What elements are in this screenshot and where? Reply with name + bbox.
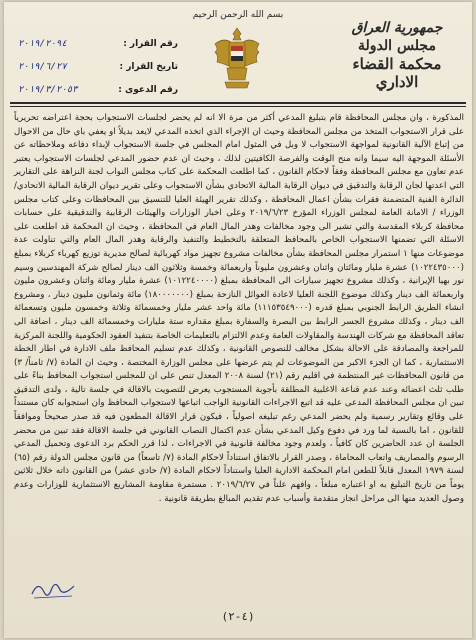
meta-row-decision-number: [18, 32, 178, 55]
header-divider-thin: [10, 106, 466, 107]
handwritten-signature-icon: [30, 576, 76, 602]
org-council: مجلس الدولة: [358, 38, 436, 54]
meta-value: ٢٠١٩/٣/٢٠٥٣: [18, 84, 78, 95]
meta-row-case-number: [18, 78, 178, 101]
iraq-eagle-emblem-icon: [211, 22, 263, 94]
meta-label: رقم الدعوى :: [118, 84, 178, 95]
decision-meta: [18, 32, 178, 101]
header-divider: [10, 102, 466, 104]
basmala: بسم الله الرحمن الرحيم: [192, 10, 284, 20]
document-page: [4, 2, 472, 638]
meta-label: رقم القرار :: [123, 38, 178, 49]
organization-header: [332, 20, 462, 91]
meta-value: ٢٠١٩/٦/٢٧: [18, 61, 67, 72]
org-court: محكمة القضاء الاداري: [352, 55, 442, 91]
org-country: جمهورية العراق: [351, 20, 443, 36]
meta-row-decision-date: [18, 55, 178, 78]
meta-label: تاريخ القرار :: [119, 61, 178, 72]
decision-body: [14, 112, 464, 506]
body-paragraph: المذكورة ، وان مجلس المحافظة قام بتبليغ المدعي أكثر من مرة الا انه لم يحضر لجلسات الاستجواب بحجة اعتراضه تحريرياً على قرار الاستجواب المتخذ من مجلس المحافظة وحيث ان الإجراء الذي اتخذه المدعي لايعد بديلاً او يعفي باي حال من الاحوال من إتباع الآلية القانونية لمواجهة الاستجواب لا وبل في المثول امام المجلس في جلسة الاستجواب لإبداء دفاعه وملاحظاته عن الأسئلة الموجهة اليه سيما وانه منح الوقت والفرصة الكافيتين لذلك ، وحيث ان عدم حضور المدعي لجلسات الاستجواب يعتبر عدم تعاون مع مجلس المحافظة وفقاً لاحكام القانون ، كما اطلعت المحكمة على كتاب مجلس النواب لجنة النزاهة على التقارير التي اعدتها لجان الرقابة والتدقيق في ديوان الرقابة المالية الاتحادي بشأن الاستجواب وعلى تقرير ديوان الرقابة المالية الاتحادي/ الدائرة الفنية المتضمنة فقرات بشأن اعمال المحافظة ، وكذلك تقرير الهيئة العليا للتنسيق بين المحافظات وعلى كتاب مجلس الوزراء / الامانة العامة لمجلس الوزراء المؤرخ ٢٠١٩/٦/٢٣ وعلى اخبار الوزارات والهيئات الرقابية والتدقيقية على حسابات محافظة كربلاء المقدسة والتي تشير الى وجود مخالفات وهدر المال العام في المحافظة ، وحيث ان المحكمة قد اطلعت على الاسئلة التي تضمنها الاستجواب الخاص بالمحافظ المتعلقة بالتخطيط والتنفيذ والرقابة وهدر المال العام والتي تناولت عدة موضوعات منها ١ استمرار مجلس المحافظة بشأن مخالفات مشروع تجهيز مواد كهربائية لصالح مديرية توزيع كهرباء كربلاء بمبلغ (١٠٢٢٤٣٥٠٠٠) عشرة مليار ومائتان واثنان وعشرون مليوناً واربعمائة وخمسة وثلاثون الف دينار لصالح شركة المهندسين وسيم نور بهيا الإيرانية ، وكذلك مشروع تجهيز سيارات الى المحافظة بمبلغ (١٠١٢٢٤٠٠٠٠) عشرة مليار ومائة واثنان وعشرون مليون واربعمائة الف دينار وكذلك موضوع اللجنة العليا لاعادة العوائل النازحة بمبلغ (١٨٠٠٠٠٠٠٠) مائة وثمانون مليون دينار ، ومشروع انشاء الطريق الرابط الجنوبي بمبلغ قدره (١١١٥٣٥٤٩٠٠٠) مائة واحد عشر مليار وخمسمائة وثلاثة وخمسون مليون وتسعمائة الف دينار ، وكذلك مشروع الجسر الرابط بين البصرة والسفارة بمبلغ مقداره ستة مليارات وخمسمائة الف دينار ، اضافة الى تعاقد المحافظة مع شركات الهندسة والمقاولات العامة وعدم الالتزام بالتعليمات الخاصة بتنفيذ العقود الحكومية واللجنة المركزية للمراجعة والمصادقة على الاحالة بشكل مخالف للنصوص القانونية ، وكذلك عدم تسليم المحافظ ملف الادارة في اطار الخطة الاستثمارية ، كما ان الجزء الاكبر من الموضوعات لم يتم عرضها على مجلس الوزارة المختصة ، وحيث ان المادة (٧/ ثامناً/ ٣) من قانون المحافظات غير المنتظمة في اقليم رقم (٢١) لسنة ٢٠٠٨ المعدل تنص على ان للمجلس استجواب المحافظ بناءً على طلب ثلث اعضائه وعند عدم قناعة الاغلبية المطلقة بأجوبة المستجوب يعرض للتصويت بالاقالة في جلسة تالية ، ولدى التدقيق تبين ان مجلس المحافظة المدعى عليه قد اتبع الاجراءات القانونية الواجب اتباعها لاستجواب المحافظ وان استجوابه كان مستنداً على وقائع وتقارير رسمية ولم يحضر المدعي رغم تبليغه اصولياً ، فيكون قرار الاقالة المطعون فيه قد صدر صحيحاً وموافقاً للقانون ، اما بالنسبة لما ورد في دفوع وكيل المدعي بشأن عدم اكتمال النصاب القانوني في جلسة الاقالة فقد تبين من محضر الجلسة ان عدد الحاضرين كان كافياً ، ولعدم وجود مخالفة قانونية في الاجراءات ، لذا قرر الحكم برد الدعوى وتحميل المدعي الرسوم والمصاريف واتعاب المحاماة ، وصدر القرار بالاتفاق استناداً لاحكام المادة (٧/ تاسعاً) من قانون مجلس الدولة رقم (٦٥) لسنة ١٩٧٩ المعدل قابلاً للطعن امام المحكمة الادارية العليا واستناداً لاحكام المادة (٧/ حادي عشر) من القانون ذاته خلال ثلاثين يوماً من تاريخ التبليغ به او اعتباره مبلغاً ، وافهم علناً في ٢٠١٩/٦/٢٧ . مستمرة مقاومة المشاريع الاستثمارية للوزارات وعدم وصول العديد منها الى مراحل انجاز متقدمة وأسباب عدم تقديم المبالغ بطريقة قانونية .: [14, 113, 465, 504]
meta-value: ٢٠١٩/٢٠٩٤: [18, 38, 67, 49]
page-number: (٤-٢): [221, 610, 255, 623]
